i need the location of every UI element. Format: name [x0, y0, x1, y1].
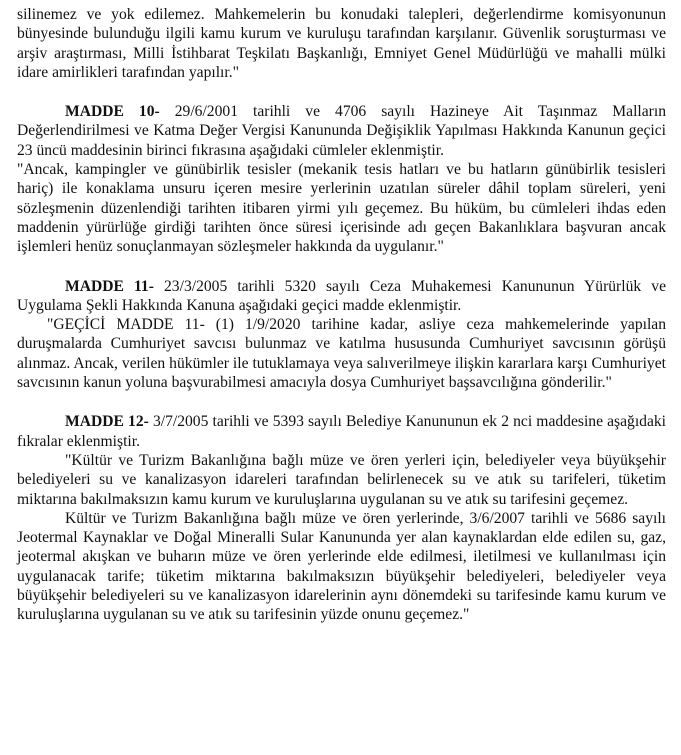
madde-11-heading-paragraph — [17, 277, 666, 316]
intro-paragraph — [17, 5, 666, 82]
madde-10-quote: "Ancak, kampingler ve günübirlik tesisler (mekanik tesis hatları ve bu hatların günübirlik tesisleri hariç) ile konaklama unsuru içeren mesire yerlerinin uzatılan süreler dâhil toplam süreleri, yeni sözleşmenin düzenlendiği tarihten itibaren yirmi yılı geçemez. Bu hüküm, bu cümleleri ihdas eden maddenin yürürlüğe girdiği tarihten önce süresi içerisinde adı geçen Bakanlıklara başvuran ancak işlemleri henüz sonuçlanmayan sözleşmeler hakkında da uygulanır." — [17, 161, 666, 256]
document-page — [17, 0, 666, 625]
madde-10-quote-paragraph — [17, 160, 666, 256]
madde-10-text: 29/6/2001 tarihli ve 4706 sayılı Hazineye Ait Taşınmaz Malların Değerlendirilmesi ve Katma Değer Vergisi Kanununda Değişiklik Yapılması Hakkında Kanunun geçici 23 üncü maddesinin birinci fıkrasına aşağıdaki cümleler eklenmiştir. — [17, 103, 666, 159]
madde-11-quote: "GEÇİCİ MADDE 11- (1) 1/9/2020 tarihine kadar, asliye ceza mahkemelerinde yapılan duruşmalarda Cumhuriyet savcısı bulunmaz ve katılma hususunda Cumhuriyet savcısının görüşü alınmaz. Ancak, verilen hükümler ile tutuklamaya veya salıverilmeye ilişkin kararlara karşı Cumhuriyet savcısının kanun yoluna başvurabilmesi amacıyla dosya Cumhuriyet başsavcılığına gönderilir." — [17, 316, 666, 392]
madde-12-label: MADDE 12- — [65, 413, 149, 431]
madde-10-label: MADDE 10- — [65, 103, 160, 121]
madde-12-quote-1-paragraph — [17, 451, 666, 509]
intro-text: silinemez ve yok edilemez. Mahkemelerin bu konudaki talepleri, değerlendirme komisyonunun bünyesinde bulunduğu ilgili kamu kurum ve kuruluşu tarafından karşılanır. Güvenlik soruşturması ve arşiv araştırması, Milli İstihbarat Teşkilatı Başkanlığı, Emniyet Genel Müdürlüğü ve mahalli mülki idare amirlikleri tarafından yapılır." — [17, 6, 666, 81]
madde-12-quote-1: "Kültür ve Turizm Bakanlığına bağlı müze ve ören yerleri için, belediyeler veya büyükşehir belediyeleri su ve kanalizasyon idareleri tarafından belirlenecek su ve atık su tarifeleri, tüketim miktarına bakılmaksızın kamu kurum ve kuruluşlarına uygulanan su ve atık su tarifesini geçemez. — [17, 451, 666, 508]
madde-12-text: 3/7/2005 tarihli ve 5393 sayılı Belediye Kanununun ek 2 nci maddesine aşağıdaki fıkralar eklenmiştir. — [17, 413, 667, 450]
madde-12-heading-paragraph — [17, 412, 666, 451]
madde-12-quote-2: Kültür ve Turizm Bakanlığına bağlı müze ve ören yerlerinde, 3/6/2007 tarihli ve 5686 sayılı Jeotermal Kaynaklar ve Doğal Mineralli Sular Kanununda yer alan kaynaklardan elde edilen su, gaz, jeotermal akışkan ve buharın müze ve ören yerlerinde elde edilmesi, iletilmesi ve kullanılması için uygulanacak tarife; tüketim miktarına bakılmaksızın büyükşehir belediyeleri, belediyeler veya büyükşehir belediyeleri su ve kanalizasyon idarelerinin aynı dönemdeki su tarifesinde kamu kurum ve kuruluşlarına uygulanan su ve atık su tarifesinin yüzde onunu geçemez." — [17, 509, 666, 624]
madde-11-label: MADDE 11- — [65, 277, 154, 295]
madde-10-heading-paragraph — [17, 102, 666, 160]
madde-11-quote-paragraph — [17, 315, 666, 392]
madde-12-quote-2-paragraph — [17, 509, 666, 625]
madde-11-text: 23/3/2005 tarihli 5320 sayılı Ceza Muhakemesi Kanununun Yürürlük ve Uygulama Şekli Hakkında Kanuna aşağıdaki geçici madde eklenmiştir. — [17, 277, 666, 314]
